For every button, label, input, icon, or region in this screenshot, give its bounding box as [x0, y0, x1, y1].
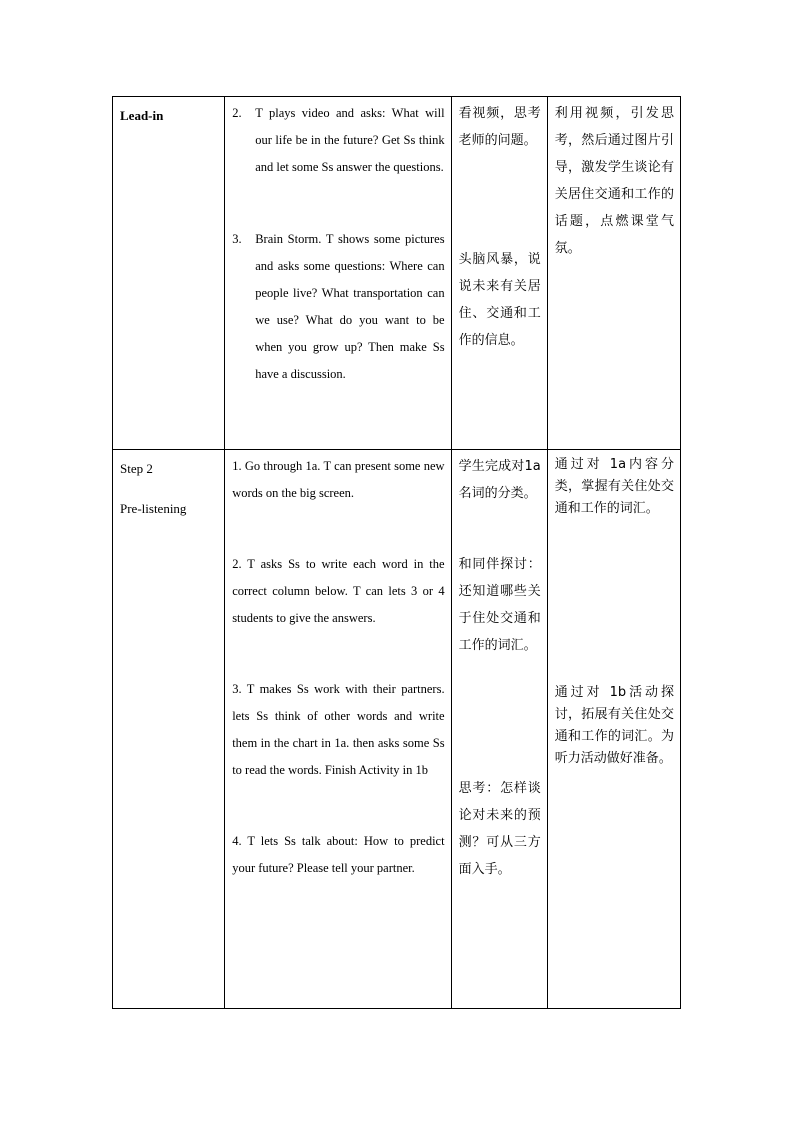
activity-text: T plays video and asks: What will our life be in the future? Get Ss think and let some Ss answer the questions. [255, 106, 445, 174]
activity-text: 1. Go through 1a. T can present some new words on the big screen. [232, 459, 445, 500]
student-activity-text: 和同伴探讨：还知道哪些关于住处交通和工作的词汇。 [458, 557, 541, 653]
step-label: Lead-in [120, 108, 164, 123]
step-label: Step 2 [120, 461, 153, 476]
activity-text: 2. T asks Ss to write each word in the correct column below. T can lets 3 or 4 students to give the answers. [232, 557, 445, 625]
design-purpose-text: 通过对 1b活动探讨，拓展有关住处交通和工作的词汇。为听力活动做好准备。 [554, 685, 674, 766]
activity-text: 3. T makes Ss work with their partners. lets Ss think of other words and write them in the chart in 1a. then asks some Ss to read the words. Finish Activity in 1b [232, 682, 445, 777]
activity-text: 4. T lets Ss talk about: How to predict your future? Please tell your partner. [232, 834, 445, 875]
lesson-plan-table [112, 96, 681, 1009]
student-activity-text: 思考：怎样谈论对未来的预测？可从三方面入手。 [458, 781, 541, 877]
student-activity-text: 看视频，思考老师的问题。 [458, 106, 541, 148]
step-cell [113, 97, 225, 450]
activity-cell [225, 450, 451, 1009]
step-cell [113, 450, 225, 1009]
table-row [113, 450, 681, 1009]
design-purpose-text: 利用视频，引发思考，然后通过图片引导，激发学生谈论有关居住交通和工作的话题，点燃课堂气氛。 [554, 106, 674, 256]
student-activity-cell [451, 450, 547, 1009]
activity-number: 3. [232, 232, 242, 246]
table-row [113, 97, 681, 450]
student-activity-text: 头脑风暴，说说未来有关居住、交通和工作的信息。 [458, 252, 541, 348]
activity-number: 2. [232, 106, 242, 120]
design-purpose-cell [547, 450, 680, 1009]
activity-item [232, 226, 444, 388]
activity-item [232, 100, 444, 181]
student-activity-text: 学生完成对1a 名词的分类。 [458, 459, 541, 501]
activity-cell [225, 97, 451, 450]
student-activity-cell [451, 97, 547, 450]
step-sublabel: Pre-listening [120, 501, 187, 516]
activity-text: Brain Storm. T shows some pictures and asks some questions: Where can people live? What transportation can we use? What do you want to be when you grow up? Then make Ss have a discussion. [255, 232, 445, 381]
design-purpose-cell [547, 97, 680, 450]
design-purpose-text: 通过对 1a内容分类，掌握有关住处交通和工作的词汇。 [554, 457, 674, 516]
